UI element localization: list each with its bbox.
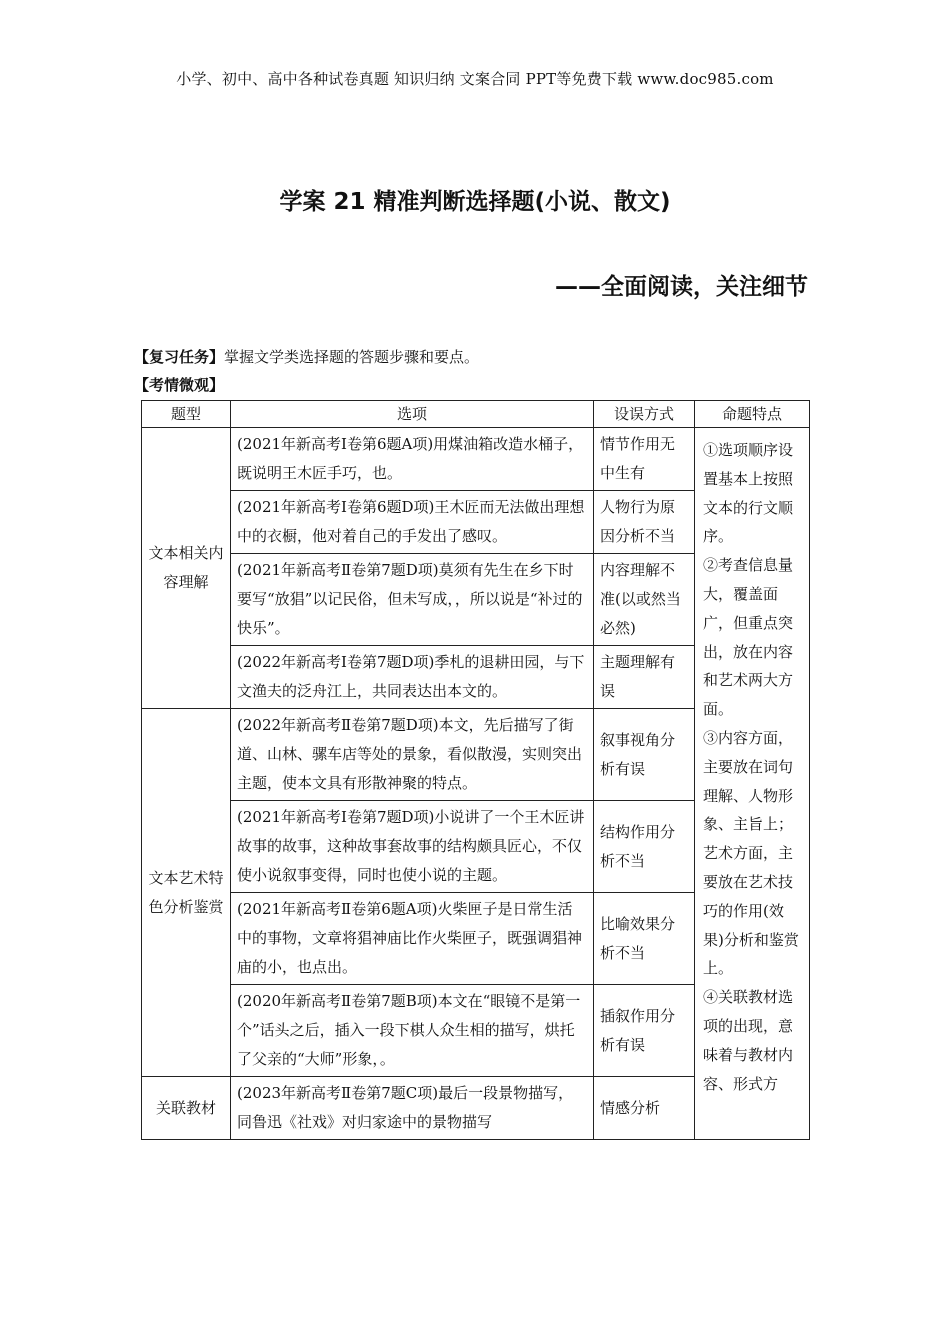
page-header: 小学、初中、高中各种试卷真题 知识归纳 文案合同 PPT等免费下载 www.doc985.com — [176, 70, 774, 88]
features-cell — [695, 428, 810, 1140]
feature-item: ③内容方面，主要放在词句理解、人物形象、主旨上；艺术方面，主要放在艺术技巧的作用(效果)分析和鉴赏上。 — [703, 728, 799, 978]
error-cell: 内容理解不准(以或然当必然) — [594, 554, 695, 646]
feature-item: ②考查信息量大，覆盖面广，但重点突出，放在内容和艺术两大方面。 — [703, 556, 794, 719]
header-error-method: 设误方式 — [594, 401, 695, 428]
category-content-understanding: 文本相关内容理解 — [142, 428, 231, 709]
page-subtitle: ——全面阅读，关注细节 — [555, 274, 808, 300]
error-cell: 比喻效果分析不当 — [594, 893, 695, 985]
error-cell: 插叙作用分析有误 — [594, 985, 695, 1077]
option-cell: (2021年新高考Ⅰ卷第6题A项)用煤油箱改造水桶子，既说明王木匠手巧，也。 — [231, 428, 594, 491]
option-cell: (2021年新高考Ⅰ卷第6题D项)王木匠而无法做出理想中的衣橱，他对着自己的手发出了感叹。 — [231, 491, 594, 554]
error-cell: 人物行为原因分析不当 — [594, 491, 695, 554]
header-type: 题型 — [142, 401, 231, 428]
option-cell: (2023年新高考Ⅱ卷第7题C项)最后一段景物描写，同鲁迅《社戏》对归家途中的景物描写 — [231, 1077, 594, 1140]
header-option: 选项 — [231, 401, 594, 428]
feature-item: ①选项顺序设置基本上按照文本的行文顺序。 — [703, 441, 794, 546]
feature-item: ④关联教材选项的出现，意味着与教材内容、形式方 — [703, 988, 794, 1093]
category-artistic-analysis: 文本艺术特色分析鉴赏 — [142, 709, 231, 1077]
table-header-row — [142, 401, 810, 428]
category-textbook-link: 关联教材 — [142, 1077, 231, 1140]
page-title: 学案 21 精准判断选择题(小说、散文) — [279, 189, 671, 215]
header-features: 命题特点 — [695, 401, 810, 428]
error-cell: 主题理解有误 — [594, 646, 695, 709]
option-cell: (2021年新高考Ⅰ卷第7题D项)小说讲了一个王木匠讲故事的故事，这种故事套故事的结构颇具匠心，不仅使小说叙事变得，同时也使小说的主题。 — [231, 801, 594, 893]
error-cell: 情感分析 — [594, 1077, 695, 1140]
option-cell: (2022年新高考Ⅱ卷第7题D项)本文，先后描写了街道、山林、骡车店等处的景象，看似散漫，实则突出主题，使本文具有形散神聚的特点。 — [231, 709, 594, 801]
option-cell: (2021年新高考Ⅱ卷第6题A项)火柴匣子是日常生活中的事物，文章将猖神庙比作火柴匣子，既强调猖神庙的小，也点出。 — [231, 893, 594, 985]
exam-overview-label: 【考情微观】 — [134, 376, 225, 394]
review-task — [134, 346, 479, 367]
error-cell: 叙事视角分析有误 — [594, 709, 695, 801]
review-task-label: 【复习任务】 — [134, 348, 225, 366]
option-cell: (2020年新高考Ⅱ卷第7题B项)本文在“眼镜不是第一个”话头之后，插入一段下棋人众生相的描写，烘托了父亲的“大师”形象，。 — [231, 985, 594, 1077]
error-cell: 情节作用无中生有 — [594, 428, 695, 491]
review-task-text: 掌握文学类选择题的答题步骤和要点。 — [224, 348, 480, 366]
table-row — [142, 428, 810, 491]
option-cell: (2022年新高考Ⅰ卷第7题D项)季札的退耕田园，与下文渔夫的泛舟江上，共同表达出本文的。 — [231, 646, 594, 709]
error-cell: 结构作用分析不当 — [594, 801, 695, 893]
option-cell: (2021年新高考Ⅱ卷第7题D项)莫须有先生在乡下时要写“放猖”以记民俗，但未写成，，所以说是“补过的快乐”。 — [231, 554, 594, 646]
exam-overview-table — [141, 400, 810, 1140]
